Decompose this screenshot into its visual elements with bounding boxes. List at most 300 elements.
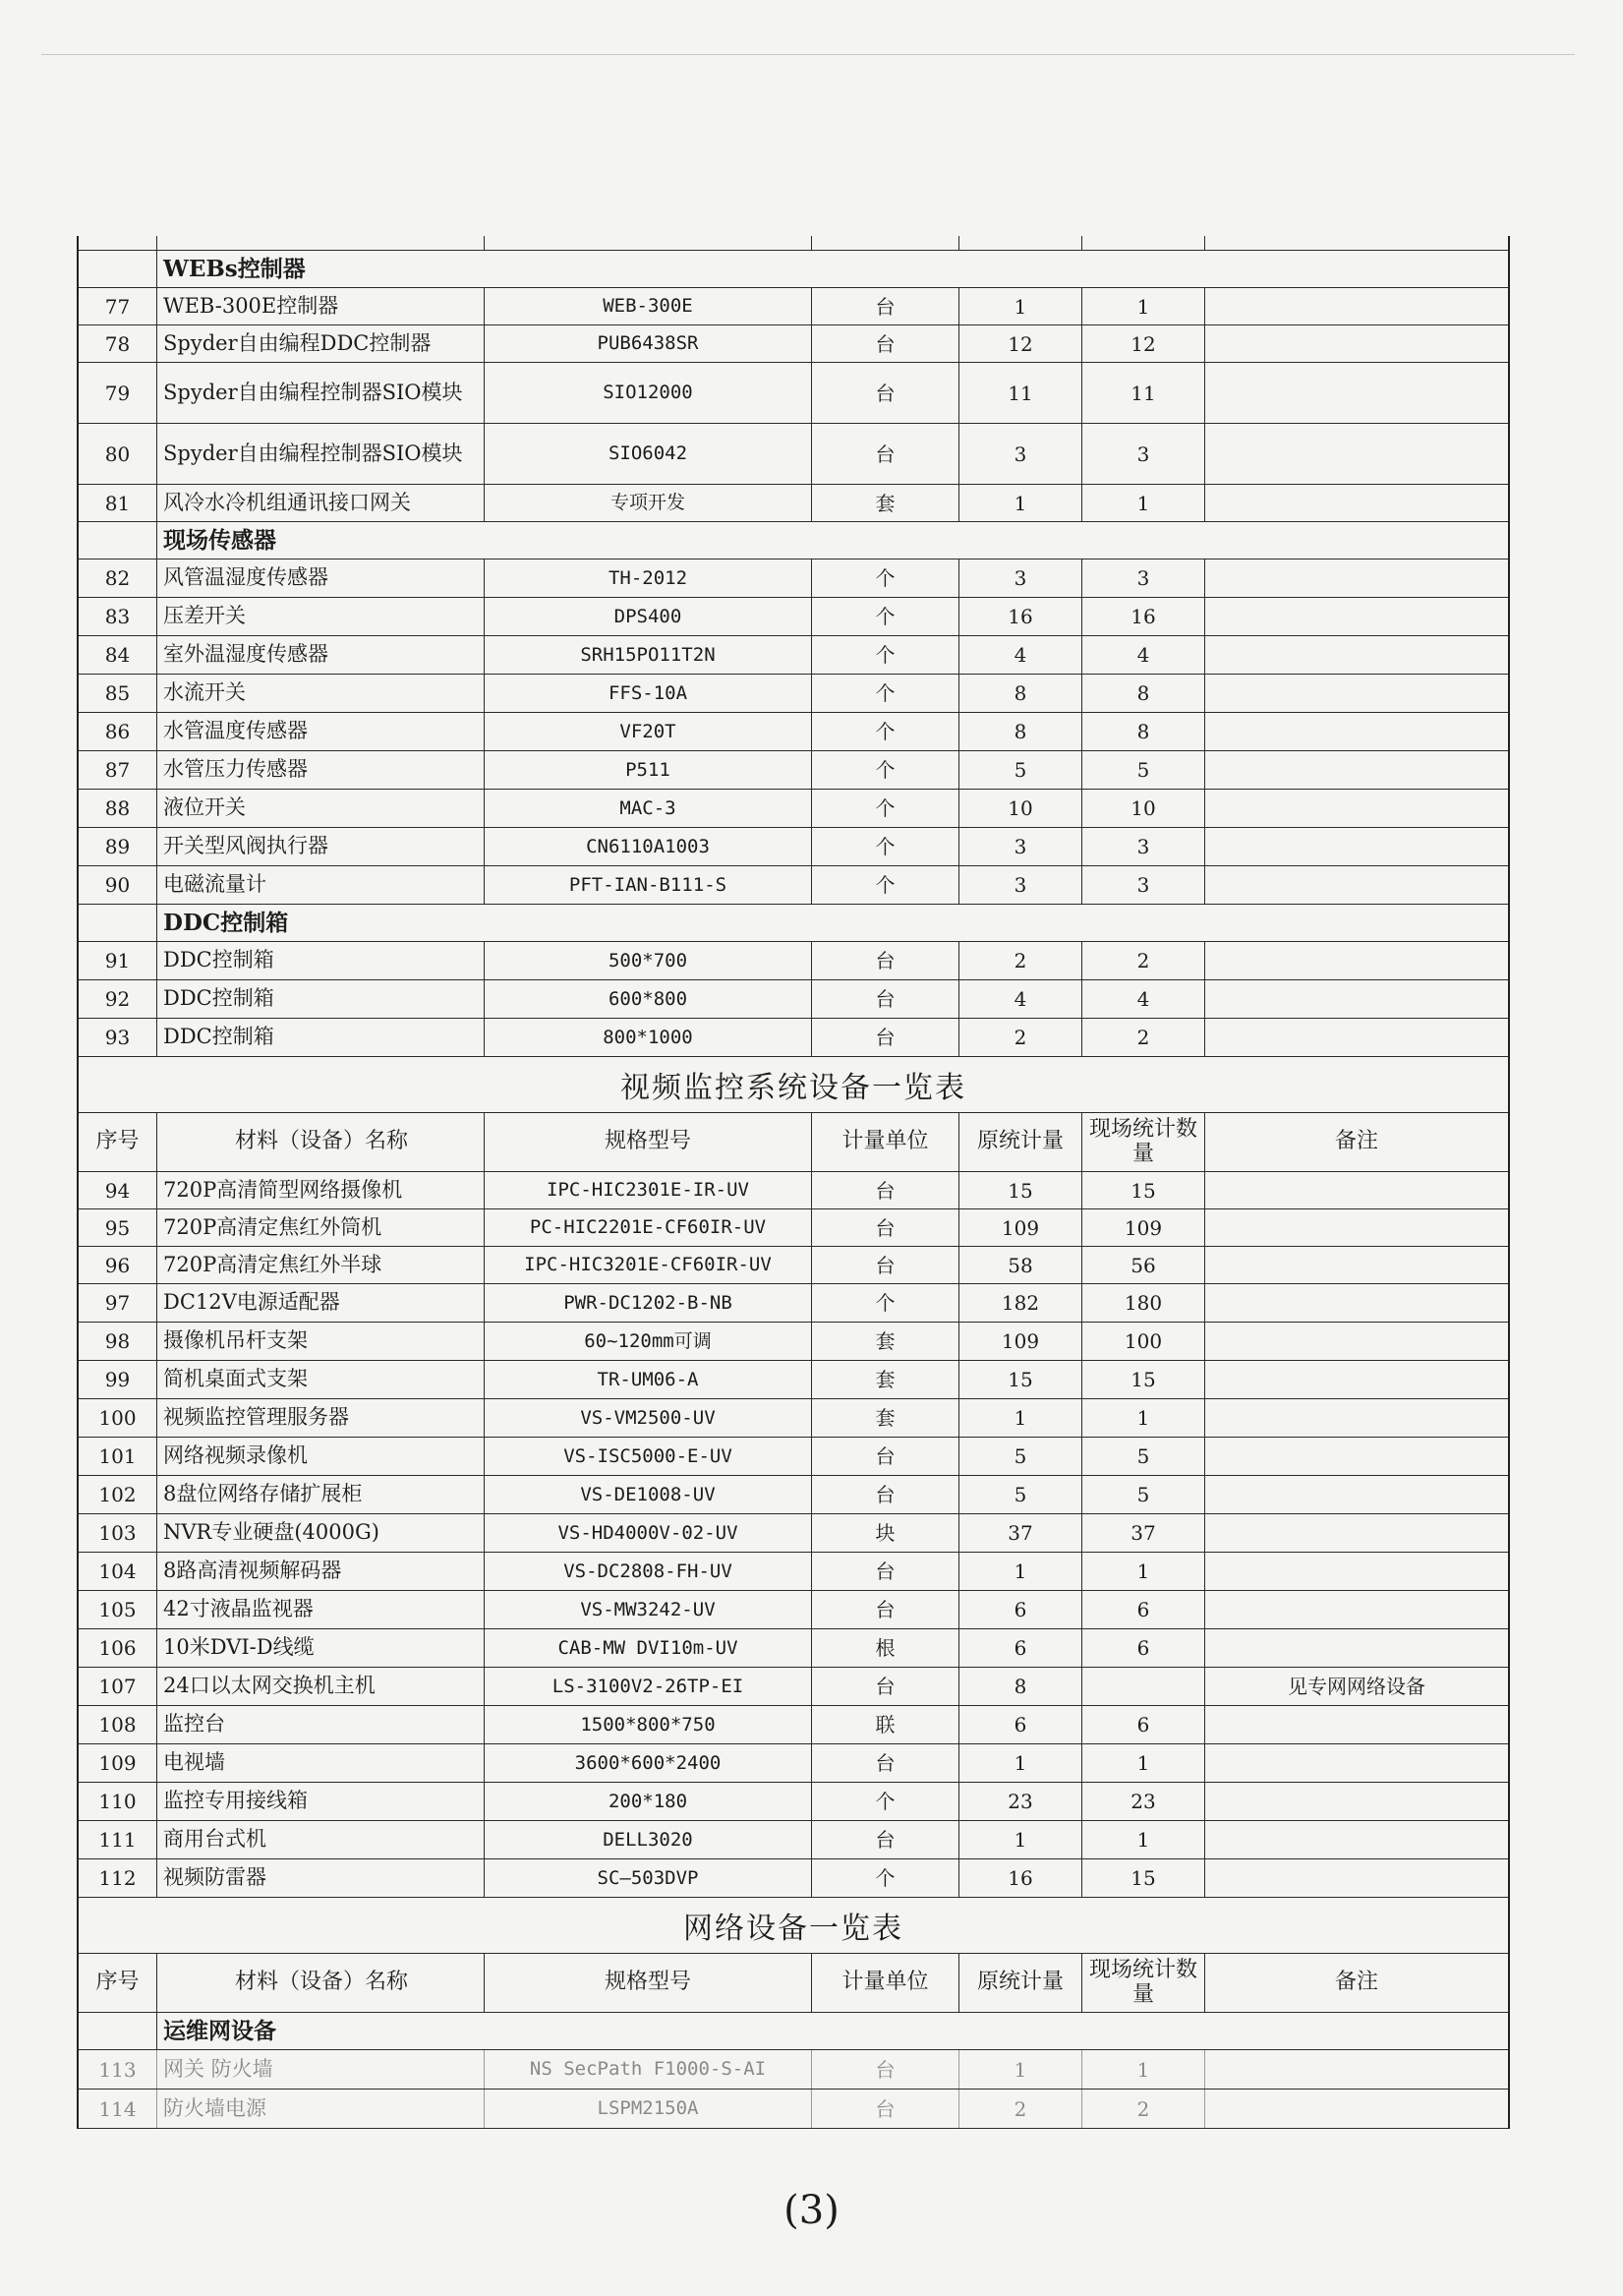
cell-no: 97	[79, 1284, 157, 1322]
cell-orig: 6	[959, 1706, 1082, 1743]
cell-orig: 8	[959, 1668, 1082, 1705]
cell-note	[1205, 1172, 1508, 1208]
cell-unit: 根	[812, 1629, 959, 1667]
cell-spec: LSPM2150A	[485, 2090, 812, 2128]
cell-spec: 60~120mm可调	[485, 1323, 812, 1360]
cell-spec: FFS-10A	[485, 675, 812, 712]
cell-name: 720P高清定焦红外筒机	[157, 1209, 485, 1246]
cell-note	[1205, 980, 1508, 1018]
cell-site: 15	[1082, 1361, 1205, 1398]
header-name: 材料（设备）名称	[157, 1113, 485, 1171]
cell-name: 8盘位网络存储扩展柜	[157, 1476, 485, 1513]
table-row	[79, 1553, 1508, 1591]
section-title: 视频监控系统设备一览表	[79, 1057, 1508, 1113]
cell-note	[1205, 1209, 1508, 1246]
cell-note	[1205, 828, 1508, 865]
cell-note	[1205, 1323, 1508, 1360]
cell-orig: 15	[959, 1172, 1082, 1208]
cell-no: 93	[79, 1019, 157, 1056]
cell-unit: 台	[812, 363, 959, 423]
cell-name: 压差开关	[157, 598, 485, 635]
cell-orig: 16	[959, 1859, 1082, 1897]
table-row	[79, 1476, 1508, 1514]
cell-orig: 5	[959, 751, 1082, 789]
cell-note	[1205, 1553, 1508, 1590]
cell-site: 1	[1082, 1553, 1205, 1590]
cell-orig: 12	[959, 325, 1082, 362]
cell-unit: 个	[812, 559, 959, 597]
cell-name: 商用台式机	[157, 1821, 485, 1858]
cell-unit: 台	[812, 1553, 959, 1590]
category-label: DDC控制箱	[163, 909, 289, 936]
cell-site: 4	[1082, 636, 1205, 674]
cell-site: 56	[1082, 1247, 1205, 1283]
cell-name: 风冷水冷机组通讯接口网关	[157, 485, 485, 521]
cell-unit: 台	[812, 1438, 959, 1475]
table-row	[79, 942, 1508, 980]
table-row	[79, 790, 1508, 828]
category-row	[79, 905, 1508, 942]
cell-note	[1205, 1361, 1508, 1398]
table-row	[79, 559, 1508, 598]
cell-spec: 专项开发	[485, 485, 812, 521]
cell-note	[1205, 485, 1508, 521]
cell-spec: P511	[485, 751, 812, 789]
cell-note: 见专网网络设备	[1288, 1675, 1425, 1698]
cut-off-cell	[485, 236, 812, 250]
cell-site: 1	[1082, 288, 1205, 324]
cell-site: 6	[1082, 1591, 1205, 1628]
cell-no: 113	[79, 2050, 157, 2089]
cell-no: 78	[79, 325, 157, 362]
cell-note	[1205, 1783, 1508, 1820]
cell-name: 监控专用接线箱	[157, 1783, 485, 1820]
cell-no: 81	[79, 485, 157, 521]
cell-spec: SRH15PO11T2N	[485, 636, 812, 674]
cell-site: 2	[1082, 942, 1205, 979]
cell-note	[1205, 866, 1508, 904]
cut-off-row	[79, 236, 1508, 251]
cell-orig: 15	[959, 1361, 1082, 1398]
cell-unit: 套	[812, 1399, 959, 1437]
cell-spec: SIO12000	[485, 363, 812, 423]
cut-off-cell	[1205, 236, 1508, 250]
cell-spec: WEB-300E	[485, 288, 812, 324]
cell-unit: 台	[812, 1744, 959, 1782]
cut-off-cell	[1082, 236, 1205, 250]
cell-spec: DELL3020	[485, 1821, 812, 1858]
cell-name: 简机桌面式支架	[157, 1361, 485, 1398]
cell-no: 109	[79, 1744, 157, 1782]
cell-orig: 2	[959, 942, 1082, 979]
cell-unit: 台	[812, 2050, 959, 2089]
cell-site: 11	[1082, 363, 1205, 423]
cell-note	[1205, 325, 1508, 362]
cell-orig: 109	[959, 1209, 1082, 1246]
cell-spec: TH-2012	[485, 559, 812, 597]
cell-no: 103	[79, 1514, 157, 1552]
table-row	[79, 485, 1508, 522]
table-row	[79, 713, 1508, 751]
category-row	[79, 522, 1508, 559]
cell-orig: 11	[959, 363, 1082, 423]
cell-note	[1205, 424, 1508, 484]
cell-spec: VS-DE1008-UV	[485, 1476, 812, 1513]
cell-no: 85	[79, 675, 157, 712]
section-title: 网络设备一览表	[79, 1898, 1508, 1954]
header-note: 备注	[1334, 1970, 1378, 1995]
cell-name: 视频监控管理服务器	[157, 1399, 485, 1437]
cell-spec: DPS400	[485, 598, 812, 635]
cell-orig: 8	[959, 713, 1082, 750]
category-no-cell	[79, 522, 157, 559]
cell-unit: 个	[812, 790, 959, 827]
table-row	[79, 751, 1508, 790]
cell-orig: 6	[959, 1629, 1082, 1667]
cell-note	[1205, 1019, 1508, 1056]
cell-no: 91	[79, 942, 157, 979]
cell-site: 10	[1082, 790, 1205, 827]
cell-no: 114	[79, 2090, 157, 2128]
cell-spec: PFT-IAN-B111-S	[485, 866, 812, 904]
cell-site: 5	[1082, 751, 1205, 789]
cell-name: 水管温度传感器	[157, 713, 485, 750]
cell-site: 5	[1082, 1476, 1205, 1513]
cell-orig: 2	[959, 2090, 1082, 2128]
category-no-cell	[79, 905, 157, 941]
header-spec: 规格型号	[485, 1954, 812, 2012]
table-row	[79, 1783, 1508, 1821]
cell-note	[1205, 288, 1508, 324]
table-row	[79, 325, 1508, 363]
header-no: 序号	[79, 1113, 157, 1171]
cell-orig: 1	[959, 1821, 1082, 1858]
cell-spec: SIO6042	[485, 424, 812, 484]
cell-spec: IPC-HIC3201E-CF60IR-UV	[485, 1247, 812, 1283]
cell-site: 8	[1082, 713, 1205, 750]
header-site: 现场统计数量	[1082, 1113, 1205, 1171]
table-row	[79, 1859, 1508, 1898]
table-row	[79, 1284, 1508, 1323]
cell-no: 79	[79, 363, 157, 423]
cell-unit: 个	[812, 598, 959, 635]
table-row	[79, 675, 1508, 713]
cell-name: 电视墙	[157, 1744, 485, 1782]
cell-name: DDC控制箱	[157, 1019, 485, 1056]
cell-name: DDC控制箱	[157, 980, 485, 1018]
cell-name: 网关 防火墙	[157, 2050, 485, 2089]
cell-name: 风管温湿度传感器	[157, 559, 485, 597]
cell-name: 监控台	[157, 1706, 485, 1743]
equipment-table	[77, 236, 1510, 2129]
cell-note	[1205, 675, 1508, 712]
category-no-cell	[79, 2013, 157, 2049]
table-row	[79, 1821, 1508, 1859]
cell-note	[1205, 1821, 1508, 1858]
cell-name: 8路高清视频解码器	[157, 1553, 485, 1590]
cell-spec: SC—503DVP	[485, 1859, 812, 1897]
cell-no: 99	[79, 1361, 157, 1398]
cell-note	[1205, 559, 1508, 597]
cell-unit: 台	[812, 942, 959, 979]
table-row	[79, 424, 1508, 485]
cell-unit: 个	[812, 828, 959, 865]
cell-spec: PUB6438SR	[485, 325, 812, 362]
cell-orig: 8	[959, 675, 1082, 712]
cell-site	[1082, 1668, 1205, 1705]
cell-note	[1205, 636, 1508, 674]
cell-orig: 1	[959, 1744, 1082, 1782]
table-row	[79, 1172, 1508, 1209]
cell-site: 6	[1082, 1629, 1205, 1667]
cell-orig: 3	[959, 424, 1082, 484]
category-row	[79, 251, 1508, 288]
cell-spec: 1500*800*750	[485, 1706, 812, 1743]
cell-unit: 个	[812, 636, 959, 674]
cell-unit: 套	[812, 1323, 959, 1360]
cell-no: 83	[79, 598, 157, 635]
cell-note	[1205, 1247, 1508, 1283]
cell-unit: 台	[812, 980, 959, 1018]
cell-note	[1205, 1284, 1508, 1322]
cell-no: 88	[79, 790, 157, 827]
cell-spec: VS-MW3242-UV	[485, 1591, 812, 1628]
cell-unit: 个	[812, 713, 959, 750]
cell-note	[1205, 1591, 1508, 1628]
header-note: 备注	[1334, 1129, 1378, 1154]
cell-site: 180	[1082, 1284, 1205, 1322]
cell-name: 防火墙电源	[157, 2090, 485, 2128]
table-row	[79, 1019, 1508, 1057]
cell-orig: 16	[959, 598, 1082, 635]
header-unit: 计量单位	[812, 1954, 959, 2012]
cell-site: 8	[1082, 675, 1205, 712]
cell-site: 2	[1082, 2090, 1205, 2128]
cell-spec: NS SecPath F1000-S-AI	[485, 2050, 812, 2089]
category-label: WEBs控制器	[163, 255, 306, 282]
cell-name: DDC控制箱	[157, 942, 485, 979]
cell-unit: 台	[812, 288, 959, 324]
cell-unit: 台	[812, 1668, 959, 1705]
cell-no: 108	[79, 1706, 157, 1743]
cut-off-cell	[812, 236, 959, 250]
cell-no: 106	[79, 1629, 157, 1667]
cell-spec: TR-UM06-A	[485, 1361, 812, 1398]
cell-site: 4	[1082, 980, 1205, 1018]
cell-spec: PWR-DC1202-B-NB	[485, 1284, 812, 1322]
cell-no: 84	[79, 636, 157, 674]
cell-note	[1205, 1629, 1508, 1667]
table-row	[79, 1514, 1508, 1553]
cell-spec: 800*1000	[485, 1019, 812, 1056]
table-row	[79, 1438, 1508, 1476]
cell-orig: 5	[959, 1476, 1082, 1513]
cell-note	[1205, 1476, 1508, 1513]
cell-orig: 1	[959, 1399, 1082, 1437]
cell-orig: 1	[959, 485, 1082, 521]
cell-spec: VF20T	[485, 713, 812, 750]
cell-name: WEB-300E控制器	[157, 288, 485, 324]
category-label: 现场传感器	[163, 526, 276, 554]
cell-orig: 10	[959, 790, 1082, 827]
cell-no: 105	[79, 1591, 157, 1628]
cell-note	[1205, 598, 1508, 635]
cell-site: 1	[1082, 1399, 1205, 1437]
cell-orig: 1	[959, 1553, 1082, 1590]
cell-unit: 个	[812, 751, 959, 789]
cell-no: 112	[79, 1859, 157, 1897]
cell-orig: 5	[959, 1438, 1082, 1475]
cell-site: 5	[1082, 1438, 1205, 1475]
cell-note	[1205, 1744, 1508, 1782]
cell-site: 3	[1082, 424, 1205, 484]
cell-name: 10米DVI-D线缆	[157, 1629, 485, 1667]
table-row	[79, 2090, 1508, 2129]
page-number: (3)	[783, 2188, 840, 2233]
cell-no: 82	[79, 559, 157, 597]
cell-note	[1205, 942, 1508, 979]
cut-off-cell	[79, 236, 157, 250]
cell-note	[1205, 751, 1508, 789]
cell-name: 720P高清定焦红外半球	[157, 1247, 485, 1283]
cell-unit: 台	[812, 1019, 959, 1056]
cell-site: 1	[1082, 2050, 1205, 2089]
scan-edge-line	[41, 54, 1575, 55]
cell-orig: 6	[959, 1591, 1082, 1628]
table-row	[79, 636, 1508, 675]
cell-spec: 200*180	[485, 1783, 812, 1820]
cell-site: 6	[1082, 1706, 1205, 1743]
cell-unit: 个	[812, 1859, 959, 1897]
cell-name: 水管压力传感器	[157, 751, 485, 789]
cell-site: 3	[1082, 828, 1205, 865]
table-row	[79, 1668, 1508, 1706]
cell-no: 98	[79, 1323, 157, 1360]
cell-name: 摄像机吊杆支架	[157, 1323, 485, 1360]
cell-spec: CN6110A1003	[485, 828, 812, 865]
cell-unit: 个	[812, 866, 959, 904]
cell-name: NVR专业硬盘(4000G)	[157, 1514, 485, 1552]
category-label: 运维网设备	[163, 2017, 276, 2044]
cell-spec: VS-DC2808-FH-UV	[485, 1553, 812, 1590]
cell-no: 77	[79, 288, 157, 324]
cell-name: Spyder自由编程控制器SIO模块	[157, 424, 485, 484]
cell-unit: 台	[812, 2090, 959, 2128]
column-header-row	[79, 1113, 1508, 1172]
cell-no: 107	[79, 1668, 157, 1705]
cell-note	[1205, 1399, 1508, 1437]
cell-unit: 台	[812, 1591, 959, 1628]
cell-spec: VS-HD4000V-02-UV	[485, 1514, 812, 1552]
table-row	[79, 1744, 1508, 1783]
cell-spec: VS-ISC5000-E-UV	[485, 1438, 812, 1475]
cell-no: 94	[79, 1172, 157, 1208]
cell-unit: 套	[812, 485, 959, 521]
cell-no: 95	[79, 1209, 157, 1246]
cell-site: 12	[1082, 325, 1205, 362]
cell-unit: 台	[812, 424, 959, 484]
cell-name: 液位开关	[157, 790, 485, 827]
table-row	[79, 1209, 1508, 1247]
cell-name: 开关型风阀执行器	[157, 828, 485, 865]
table-row	[79, 1361, 1508, 1399]
cell-site: 100	[1082, 1323, 1205, 1360]
table-row	[79, 866, 1508, 905]
table-row	[79, 980, 1508, 1019]
cell-no: 102	[79, 1476, 157, 1513]
cell-name: Spyder自由编程控制器SIO模块	[157, 363, 485, 423]
cell-note	[1205, 1859, 1508, 1897]
cell-site: 1	[1082, 1744, 1205, 1782]
cell-site: 16	[1082, 598, 1205, 635]
header-name: 材料（设备）名称	[157, 1954, 485, 2012]
cell-site: 3	[1082, 866, 1205, 904]
cell-note	[1205, 1706, 1508, 1743]
cell-no: 101	[79, 1438, 157, 1475]
cell-spec: LS-3100V2-26TP-EI	[485, 1668, 812, 1705]
cell-unit: 台	[812, 1821, 959, 1858]
cell-note	[1205, 713, 1508, 750]
cell-no: 90	[79, 866, 157, 904]
table-row	[79, 2050, 1508, 2090]
cell-name: 网络视频录像机	[157, 1438, 485, 1475]
header-orig: 原统计量	[959, 1954, 1082, 2012]
table-row	[79, 828, 1508, 866]
cell-unit: 台	[812, 1476, 959, 1513]
cell-site: 109	[1082, 1209, 1205, 1246]
cell-orig: 4	[959, 636, 1082, 674]
table-row	[79, 288, 1508, 325]
cell-name: 视频防雷器	[157, 1859, 485, 1897]
cell-no: 86	[79, 713, 157, 750]
category-row	[79, 2013, 1508, 2050]
cell-orig: 182	[959, 1284, 1082, 1322]
cell-orig: 3	[959, 828, 1082, 865]
cell-spec: VS-VM2500-UV	[485, 1399, 812, 1437]
cell-spec: IPC-HIC2301E-IR-UV	[485, 1172, 812, 1208]
cell-orig: 4	[959, 980, 1082, 1018]
cell-name: Spyder自由编程DDC控制器	[157, 325, 485, 362]
cell-spec: 3600*600*2400	[485, 1744, 812, 1782]
cell-no: 80	[79, 424, 157, 484]
table-row	[79, 363, 1508, 424]
header-spec: 规格型号	[485, 1113, 812, 1171]
cell-orig: 2	[959, 1019, 1082, 1056]
cell-orig: 3	[959, 866, 1082, 904]
cell-site: 37	[1082, 1514, 1205, 1552]
table-row	[79, 1591, 1508, 1629]
cell-unit: 个	[812, 1284, 959, 1322]
cell-site: 23	[1082, 1783, 1205, 1820]
cell-orig: 23	[959, 1783, 1082, 1820]
cell-no: 110	[79, 1783, 157, 1820]
table-row	[79, 1629, 1508, 1668]
cell-unit: 套	[812, 1361, 959, 1398]
cell-unit: 块	[812, 1514, 959, 1552]
cell-no: 100	[79, 1399, 157, 1437]
cell-orig: 37	[959, 1514, 1082, 1552]
cell-name: 电磁流量计	[157, 866, 485, 904]
cell-no: 104	[79, 1553, 157, 1590]
header-no: 序号	[79, 1954, 157, 2012]
cell-no: 111	[79, 1821, 157, 1858]
cell-note	[1205, 363, 1508, 423]
cell-unit: 台	[812, 325, 959, 362]
cell-note	[1205, 1514, 1508, 1552]
category-no-cell	[79, 251, 157, 287]
header-unit: 计量单位	[812, 1113, 959, 1171]
cell-name: 水流开关	[157, 675, 485, 712]
